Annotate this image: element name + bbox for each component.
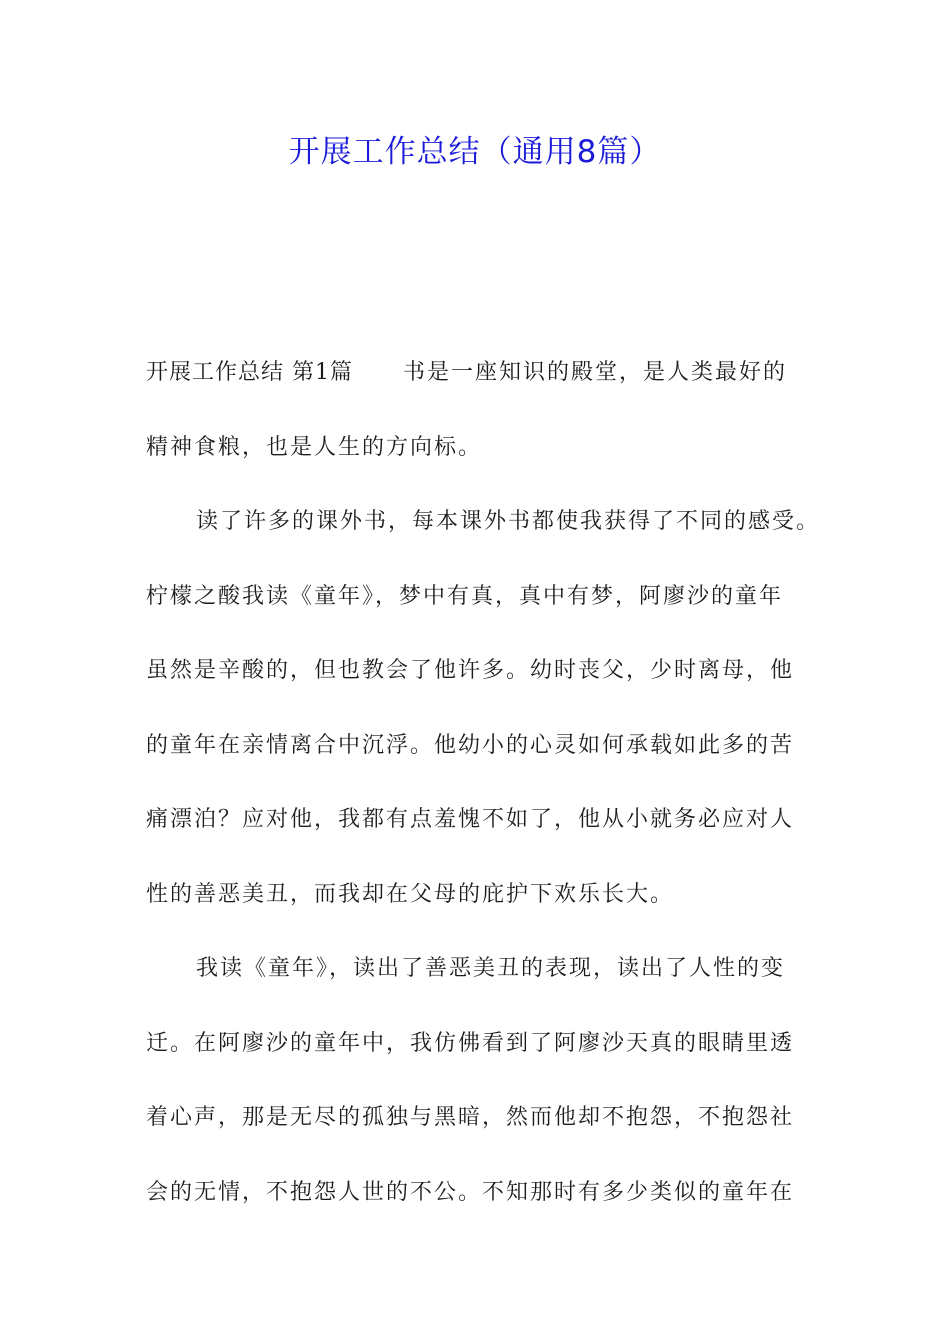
section-heading: 开展工作总结 第1篇 [146,360,353,385]
paragraph-line [146,336,818,411]
paragraph-line: 迁。在阿廖沙的童年中，我仿佛看到了阿廖沙天真的眼睛里透 [146,1030,795,1056]
paragraph-line: 着心声，那是无尽的孤独与黑暗，然而他却不抱怨，不抱怨社 [146,1105,795,1130]
paragraph-text: 书是一座知识的殿堂，是人类最好的 [403,360,788,385]
paragraph-line: 读了许多的课外书，每本课外书都使我获得了不同的感受。 [196,509,821,534]
paragraph-line: 痛漂泊？应对他，我都有点羞愧不如了，他从小就务必应对人 [146,807,795,832]
paragraph-line: 虽然是辛酸的，但也教会了他许多。幼时丧父，少时离母，他 [146,658,795,683]
paragraph-line: 柠檬之酸我读《童年》，梦中有真，真中有梦，阿廖沙的童年 [146,583,784,609]
paragraph-line: 精神食粮，也是人生的方向标。 [146,434,483,460]
document-body [146,336,821,1230]
paragraph-line: 性的善恶美丑，而我却在父母的庇护下欢乐长大。 [146,881,675,907]
paragraph-line: 我读《童年》，读出了善恶美丑的表现，读出了人性的变 [196,956,786,981]
document-title: 开展工作总结（通用8篇） [288,134,662,170]
paragraph-line: 的童年在亲情离合中沉浮。他幼小的心灵如何承载如此多的苦 [146,732,795,758]
paragraph-line: 会的无情，不抱怨人世的不公。不知那时有多少类似的童年在 [146,1179,795,1205]
